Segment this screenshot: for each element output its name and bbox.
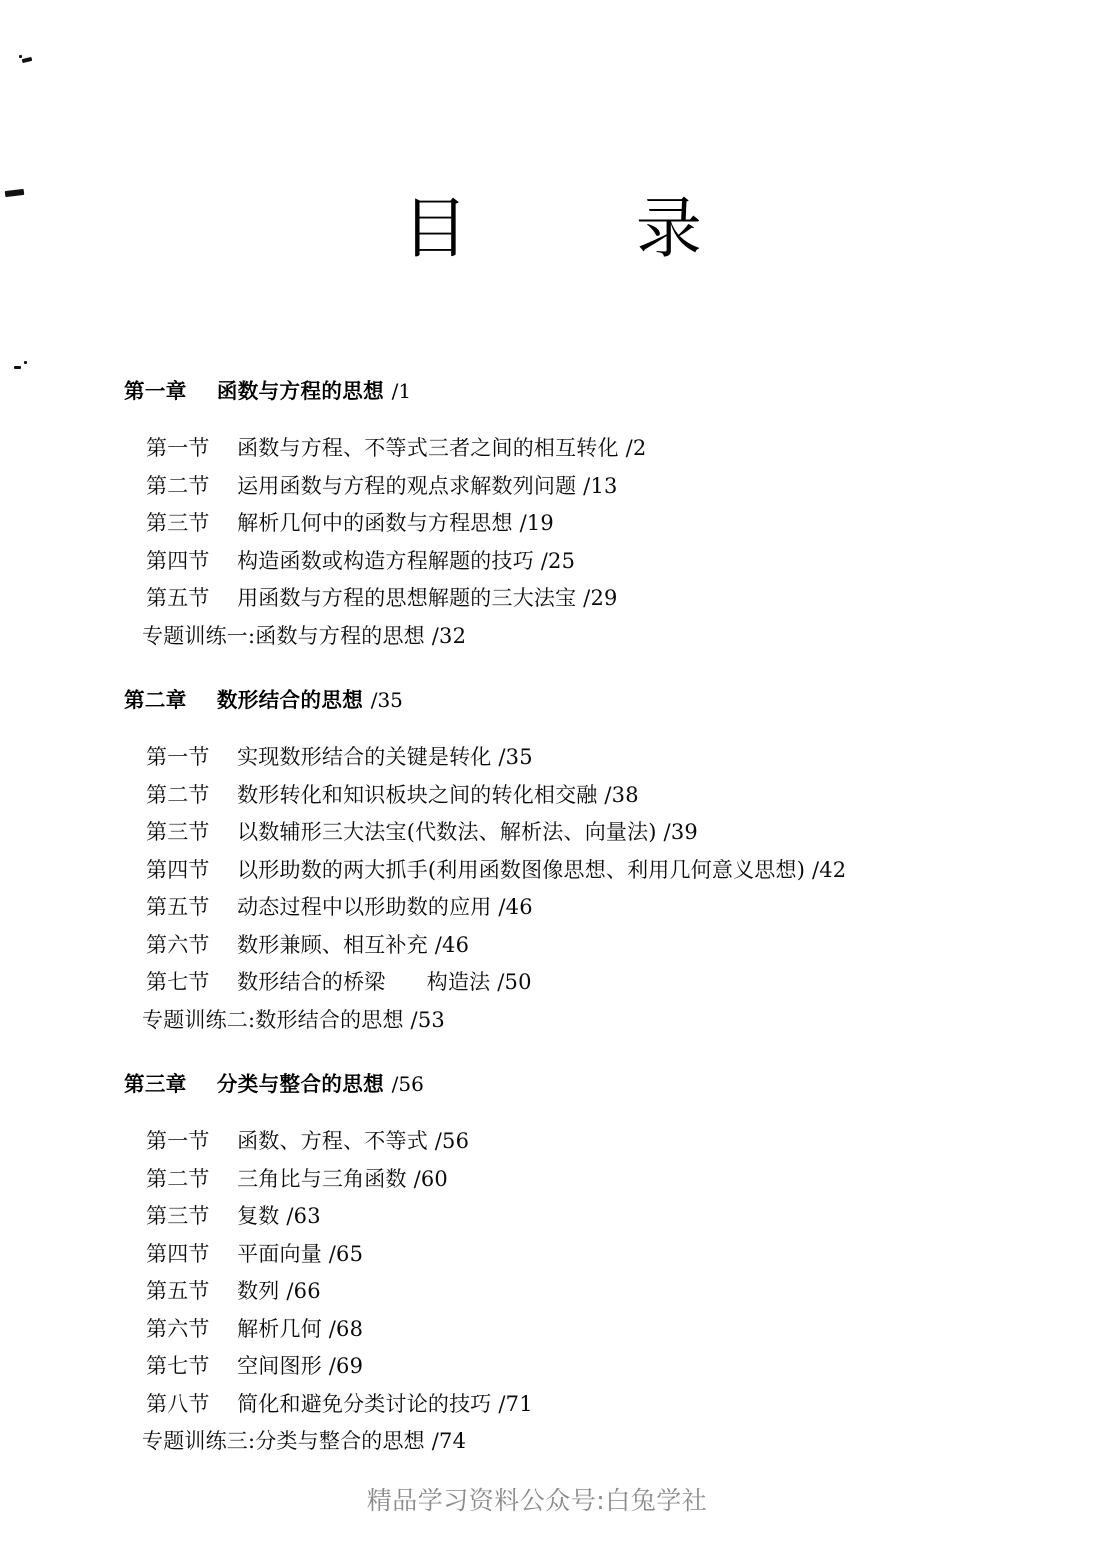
toc-entry[interactable]: 专题训练二:数形结合的思想 /53 [142,1007,445,1032]
chapter-heading[interactable] [0,372,1104,410]
toc-entry[interactable]: 第六节 解析几何 /68 [146,1316,364,1341]
toc-entry[interactable]: 第七节 数形结合的桥梁 构造法 /50 [146,970,532,994]
chapter-block [0,681,1104,1039]
scan-speckle-artifact [22,57,33,63]
page-title: 目 录 [402,190,702,267]
toc-entry[interactable]: 第四节 构造函数或构造方程解题的技巧 /25 [146,548,576,573]
toc-entry[interactable]: 第一节 函数与方程、不等式三者之间的相互转化 /2 [146,436,647,460]
table-of-contents [0,372,1104,1461]
toc-entry[interactable]: 第五节 数列 /66 [146,1279,321,1303]
toc-entry[interactable]: 第四节 平面向量 /65 [146,1241,364,1266]
toc-entry[interactable]: 第三节 以数辅形三大法宝(代数法、解析法、向量法) /39 [146,820,698,844]
toc-entry[interactable]: 第五节 用函数与方程的思想解题的三大法宝 /29 [146,586,618,610]
chapter-block [0,1065,1104,1461]
toc-entry[interactable]: 第五节 动态过程中以形助数的应用 /46 [146,895,533,919]
chapter-spacer [0,410,1104,430]
chapter-heading-title: 第一章 函数与方程的思想 [124,379,385,403]
toc-entry[interactable]: 第三节 复数 /63 [146,1204,321,1228]
chapter-block-spacer [0,655,1104,681]
chapter-page-number: /1 [391,379,412,403]
toc-entry[interactable]: 第二节 数形转化和知识板块之间的转化相交融 /38 [146,782,639,807]
toc-entry[interactable]: 第一节 函数、方程、不等式 /56 [146,1129,470,1153]
chapter-heading[interactable] [0,1065,1104,1103]
chapter-heading-title: 第三章 分类与整合的思想 [124,1072,385,1096]
scan-speckle-artifact [19,55,22,58]
toc-entry[interactable]: 第八节 简化和避免分类讨论的技巧 /71 [146,1391,533,1416]
chapter-page-number: /35 [370,688,403,712]
toc-entry[interactable]: 第四节 以形助数的两大抓手(利用函数图像思想、利用几何意义思想) /42 [146,857,847,882]
scan-speckle-artifact [24,361,27,364]
chapter-spacer [0,1103,1104,1123]
toc-entry[interactable]: 第二节 运用函数与方程的观点求解数列问题 /13 [146,473,618,498]
chapter-heading[interactable] [0,681,1104,719]
chapter-spacer [0,719,1104,739]
scan-speckle-artifact [14,366,21,369]
chapter-heading-title: 第二章 数形结合的思想 [124,688,364,712]
toc-entry[interactable]: 专题训练一:函数与方程的思想 /32 [142,623,467,648]
toc-entry[interactable]: 专题训练三:分类与整合的思想 /74 [142,1429,467,1453]
toc-entry[interactable]: 第三节 解析几何中的函数与方程思想 /19 [146,511,554,535]
chapter-block-spacer [0,1039,1104,1065]
toc-entry[interactable]: 第六节 数形兼顾、相互补充 /46 [146,932,470,957]
chapter-page-number: /56 [391,1072,424,1096]
footer-watermark: 精品学习资料公众号:白兔学社 [366,1486,708,1515]
toc-entry[interactable]: 第七节 空间图形 /69 [146,1354,364,1378]
toc-entry[interactable]: 第一节 实现数形结合的关键是转化 /35 [146,745,533,769]
toc-entry[interactable]: 第二节 三角比与三角函数 /60 [146,1166,448,1191]
chapter-block [0,372,1104,655]
